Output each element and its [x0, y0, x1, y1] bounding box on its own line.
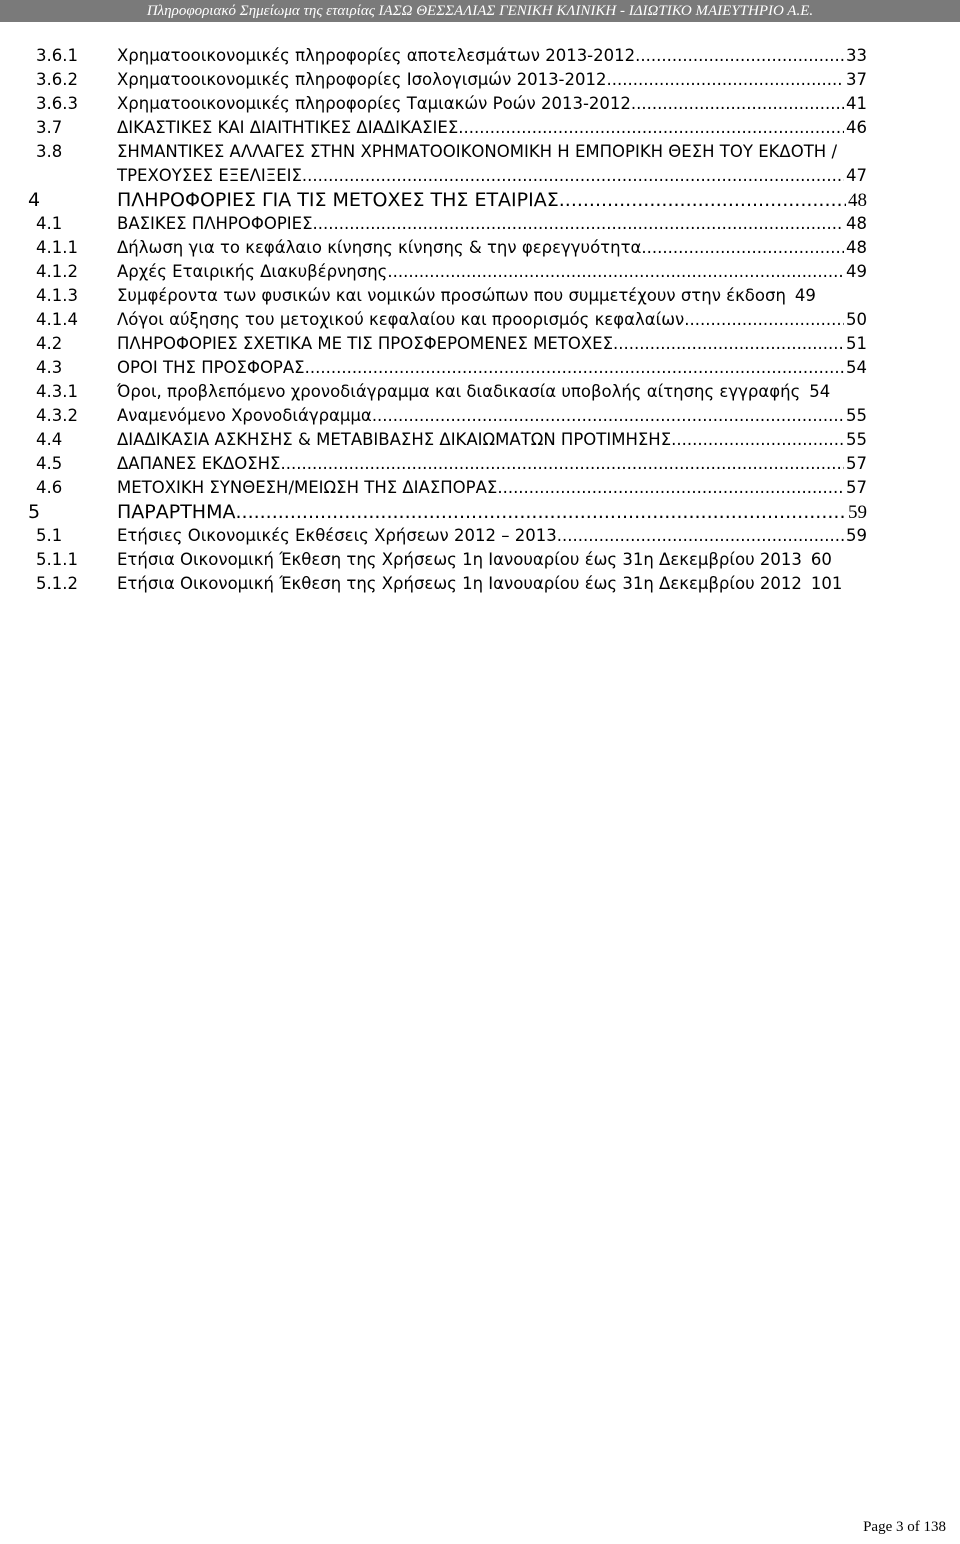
toc-number: 3.7: [36, 118, 63, 137]
document-header: [0, 0, 960, 22]
toc-title: ΔΑΠΑΝΕΣ ΕΚΔΟΣΗΣ: [117, 454, 281, 473]
toc-title: Ετήσιες Οικονομικές Εκθέσεις Χρήσεων 2012 – 2013: [117, 526, 557, 545]
toc-page: 33: [846, 46, 867, 65]
toc-number: 4.1.3: [36, 286, 78, 305]
toc-page: 60: [810, 550, 832, 569]
toc-page: 46: [846, 118, 867, 137]
toc-leader: [607, 68, 844, 92]
toc-entry[interactable]: [0, 380, 960, 404]
toc-leader: [302, 164, 844, 188]
toc-page: 49: [846, 262, 867, 281]
toc-leader: [635, 44, 844, 68]
toc-entry[interactable]: [0, 548, 960, 572]
toc-entry[interactable]: [0, 308, 960, 332]
page-footer: [863, 1519, 946, 1536]
toc-page: 57: [846, 478, 867, 497]
toc-page: 41: [846, 94, 867, 113]
toc-number: 4.1.1: [36, 238, 78, 257]
toc-title: ΠΛΗΡΟΦΟΡΙΕΣ ΣΧΕΤΙΚΑ ΜΕ ΤΙΣ ΠΡΟΣΦΕΡΟΜΕΝΕΣ ΜΕΤΟΧΕΣ: [117, 334, 613, 353]
toc-chapter-entry[interactable]: [0, 500, 960, 524]
toc-chapter-entry[interactable]: [0, 188, 960, 212]
toc-leader: [235, 500, 846, 524]
toc-leader: [458, 116, 844, 140]
toc-title: Ετήσια Οικονομική Έκθεση της Χρήσεως 1η Ιανουαρίου έως 31η Δεκεμβρίου 2012: [117, 574, 802, 593]
toc-title: Ετήσια Οικονομική Έκθεση της Χρήσεως 1η Ιανουαρίου έως 31η Δεκεμβρίου 2013: [117, 550, 802, 569]
toc-page: 48: [846, 238, 867, 257]
toc-entry[interactable]: [0, 68, 960, 92]
toc-leader: [559, 188, 846, 212]
toc-number: 4.4: [36, 430, 63, 449]
toc-number: 4.3.1: [36, 382, 78, 401]
toc-page: 47: [846, 166, 867, 185]
toc-entry[interactable]: [0, 332, 960, 356]
toc-title: ΤΡΕΧΟΥΣΕΣ ΕΞΕΛΙΞΕΙΣ: [117, 166, 302, 185]
toc-title: ΟΡΟΙ ΤΗΣ ΠΡΟΣΦΟΡΑΣ: [117, 358, 305, 377]
toc-title: ΔΙΑΔΙΚΑΣΙΑ ΑΣΚΗΣΗΣ & ΜΕΤΑΒΙΒΑΣΗΣ ΔΙΚΑΙΩΜΑΤΩΝ ΠΡΟΤΙΜΗΣΗΣ: [117, 430, 672, 449]
toc-title: Χρηματοοικονομικές πληροφορίες Ταμιακών Ροών 2013-2012: [117, 94, 631, 113]
toc-page: 51: [846, 334, 867, 353]
toc-number: 5: [28, 501, 41, 523]
toc-entry[interactable]: [0, 428, 960, 452]
page-number-label: Page 3 of 138: [863, 1519, 946, 1535]
toc-title: Χρηματοοικονομικές πληροφορίες Ισολογισμών 2013-2012: [117, 70, 607, 89]
toc-number: 3.6.2: [36, 70, 78, 89]
toc-entry[interactable]: [0, 476, 960, 500]
toc-number: 4.3.2: [36, 406, 78, 425]
toc-title: Αναμενόμενο Χρονοδιάγραμμα: [117, 406, 372, 425]
toc-title: Δήλωση για το κεφάλαιο κίνησης κίνησης & την φερεγγυότητα: [117, 238, 642, 257]
toc-page: 101: [810, 574, 843, 593]
toc-page: 49: [794, 286, 816, 305]
toc-entry[interactable]: [0, 212, 960, 236]
toc-entry[interactable]: [0, 404, 960, 428]
toc-number: 4.1.4: [36, 310, 78, 329]
toc-entry[interactable]: [0, 284, 960, 308]
toc-title: ΠΑΡΑΡΤΗΜΑ: [117, 501, 236, 523]
toc-page: 59: [848, 502, 867, 523]
toc-entry[interactable]: [0, 92, 960, 116]
toc-number: 3.8: [36, 142, 63, 161]
toc-entry[interactable]: [0, 236, 960, 260]
toc-page: 55: [846, 430, 867, 449]
toc-entry[interactable]: [0, 452, 960, 476]
toc-number: 5.1.2: [36, 574, 78, 593]
toc-leader: [305, 356, 844, 380]
toc-entry[interactable]: [0, 572, 960, 596]
toc-entry[interactable]: [0, 524, 960, 548]
toc-number: 4.3: [36, 358, 63, 377]
toc-leader: [684, 308, 844, 332]
toc-leader: [372, 404, 844, 428]
toc-title: ΔΙΚΑΣΤΙΚΕΣ ΚΑΙ ΔΙΑΙΤΗΤΙΚΕΣ ΔΙΑΔΙΚΑΣΙΕΣ: [117, 118, 459, 137]
toc-number: 4.1.2: [36, 262, 78, 281]
toc-title: ΜΕΤΟΧΙΚΗ ΣΥΝΘΕΣΗ/ΜΕΙΩΣΗ ΤΗΣ ΔΙΑΣΠΟΡΑΣ: [117, 478, 498, 497]
toc-page: 55: [846, 406, 867, 425]
toc-title: Αρχές Εταιρικής Διακυβέρνησης: [117, 262, 388, 281]
toc-title: Λόγοι αύξησης του μετοχικού κεφαλαίου και προορισμός κεφαλαίων: [117, 310, 685, 329]
toc-number: 4.6: [36, 478, 63, 497]
toc-title: Συμφέροντα των φυσικών και νομικών προσώπων που συμμετέχουν στην έκδοση: [117, 286, 786, 305]
toc-number: 3.6.1: [36, 46, 78, 65]
toc-title: ΣΗΜΑΝΤΙΚΕΣ ΑΛΛΑΓΕΣ ΣΤΗΝ ΧΡΗΜΑΤΟΟΙΚΟΝΟΜΙΚΗ Η ΕΜΠΟΡΙΚΗ ΘΕΣΗ ΤΟΥ ΕΚΔΟΤΗ /: [117, 142, 837, 161]
toc-number: 4.5: [36, 454, 63, 473]
toc-title: Χρηματοοικονομικές πληροφορίες αποτελεσμάτων 2013-2012: [117, 46, 636, 65]
toc-entry[interactable]: [0, 44, 960, 68]
toc-leader: [557, 524, 844, 548]
toc-entry[interactable]: [0, 116, 960, 140]
toc-entry[interactable]: [0, 260, 960, 284]
toc-entry[interactable]: [0, 140, 960, 164]
toc-number: 5.1: [36, 526, 63, 545]
toc-title: ΠΛΗΡΟΦΟΡΙΕΣ ΓΙΑ ΤΙΣ ΜΕΤΟΧΕΣ ΤΗΣ ΕΤΑΙΡΙΑΣ: [117, 189, 559, 211]
toc-page: 57: [846, 454, 867, 473]
toc-leader: [497, 476, 844, 500]
toc-number: 4.1: [36, 214, 63, 233]
toc-title: ΒΑΣΙΚΕΣ ΠΛΗΡΟΦΟΡΙΕΣ: [117, 214, 313, 233]
toc-page: 48: [848, 190, 867, 211]
toc-number: 4: [28, 189, 41, 211]
header-title: Πληροφοριακό Σημείωμα της εταιρίας ΙΑΣΩ ΘΕΣΣΑΛΙΑΣ ΓΕΝΙΚΗ ΚΛΙΝΙΚΗ - ΙΔΙΩΤΙΚΟ ΜΑΙΕΥΤΗΡΙΟ Α.Ε.: [146, 3, 814, 19]
toc-leader: [641, 236, 844, 260]
toc-title: Όροι, προβλεπόμενο χρονοδιάγραμμα και διαδικασία υποβολής αίτησης εγγραφής: [117, 382, 801, 401]
toc-page: 54: [809, 382, 831, 401]
toc-entry[interactable]: [0, 356, 960, 380]
toc-page: 59: [846, 526, 867, 545]
toc-leader: [671, 428, 844, 452]
toc-page: 50: [846, 310, 867, 329]
toc-page: 48: [846, 214, 867, 233]
toc-leader: [631, 92, 844, 116]
toc-page: 37: [846, 70, 867, 89]
toc-leader: [613, 332, 844, 356]
toc-number: 3.6.3: [36, 94, 78, 113]
toc-leader: [281, 452, 845, 476]
toc-number: 5.1.1: [36, 550, 78, 569]
toc-page: 54: [846, 358, 867, 377]
toc-leader: [387, 260, 844, 284]
toc-number: 4.2: [36, 334, 63, 353]
toc-leader: [313, 212, 845, 236]
toc-entry-continuation[interactable]: [0, 164, 960, 188]
